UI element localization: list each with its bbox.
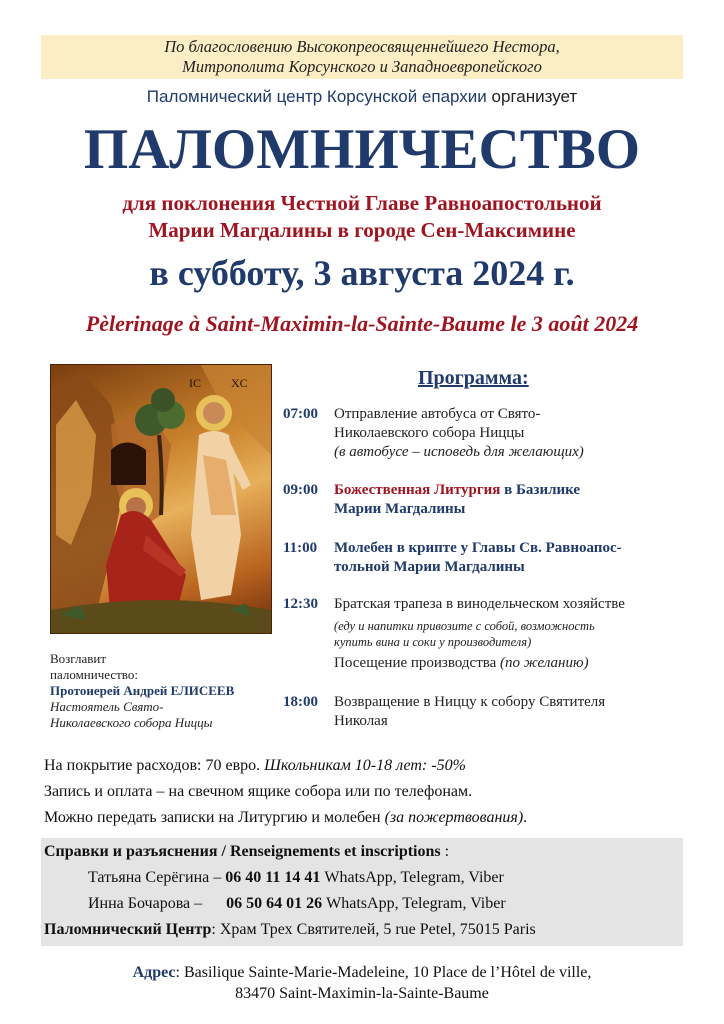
leader-name: Протоиерей Андрей ЕЛИСЕЕВ (50, 683, 235, 698)
subtitle (0, 190, 724, 244)
blessing-banner (41, 35, 683, 79)
program-item (283, 405, 703, 462)
program-text-2: Марии Магдалины (334, 501, 466, 517)
program-text-2: Николая (334, 713, 388, 729)
address-label: Адрес (132, 964, 176, 981)
contact-apps: WhatsApp, Telegram, Viber (322, 895, 506, 912)
program-text-rest: в Базилике (500, 482, 581, 498)
blessing-line-2: Митрополита Корсунского и Западноевропейского (182, 57, 542, 76)
contact-row (88, 895, 506, 913)
program-item (283, 693, 703, 731)
leader-label-2: паломничество: (50, 667, 138, 682)
icon-inscription-xc: XC (231, 376, 248, 390)
contact-apps: WhatsApp, Telegram, Viber (320, 869, 504, 886)
contact-row (88, 869, 504, 887)
center-text: : Храм Трех Святителей, 5 rue Petel, 75015 Paris (211, 921, 536, 938)
program-time: 09:00 (283, 482, 318, 498)
organizer-center: Паломнический центр Корсунской епархии (146, 87, 487, 106)
contacts-heading-line (44, 843, 449, 861)
contact-phone[interactable]: 06 40 11 14 41 (225, 869, 321, 886)
program-text-1: Возвращение в Ниццу к собору Святителя (334, 694, 606, 710)
program-time: 11:00 (283, 540, 318, 556)
address-block (0, 962, 724, 1004)
leader-role-1: Настоятель Свято- (50, 699, 164, 714)
leader-role-2: Николаевского собора Ниццы (50, 715, 213, 730)
contacts-box (41, 838, 683, 946)
organizer-verb: организует (491, 87, 578, 106)
center-line (44, 921, 536, 939)
program-time: 07:00 (283, 406, 318, 422)
contacts-heading: Справки и разъяснения / Renseignements et inscriptions (44, 843, 441, 860)
notes-text: Можно передать записки на Литургию и молебен (44, 809, 385, 826)
subtitle-line-1: для поклонения Честной Главе Равноапостольной (122, 191, 602, 215)
program-note-2: купить вина и соки у производителя) (334, 635, 532, 649)
program-item (283, 595, 703, 673)
program-highlight: Божественная Литургия (334, 482, 501, 498)
program-extra: Посещение производства (334, 655, 501, 671)
cost-note: Школьникам 10-18 лет: -50% (264, 757, 466, 774)
contacts-heading-end: : (440, 843, 450, 860)
program-time: 18:00 (283, 694, 318, 710)
address-line-2: 83470 Saint-Maximin-la-Sainte-Baume (235, 985, 489, 1002)
organizer-line (0, 87, 724, 107)
contact-phone[interactable]: 06 50 64 01 26 (226, 895, 323, 912)
leader-label-1: Возглавит (50, 651, 107, 666)
cost-line (44, 757, 704, 775)
program-text-2: Николаевского собора Ниццы (334, 425, 525, 441)
program-text-2: тольной Марии Магдалины (334, 559, 525, 575)
program-item (283, 481, 703, 519)
contact-name: Татьяна Серёгина – (88, 869, 226, 886)
icon-painting (50, 364, 272, 634)
contact-name: Инна Бочарова – (88, 895, 203, 912)
program-heading: Программа: (418, 367, 529, 389)
subtitle-line-2: Марии Магдалины в городе Сен-Максимине (148, 218, 576, 242)
french-title: Pèlerinage à Saint-Maximin-la-Sainte-Baume le 3 août 2024 (85, 311, 639, 336)
payment-line: Запись и оплата – на свечном ящике собора или по телефонам. (44, 783, 473, 800)
icon-inscription-ic: IC (189, 376, 201, 390)
cost-label: На покрытие расходов: 70 евро. (44, 757, 265, 774)
blessing-line-1: По благословению Высокопреосвященнейшего Нестора, (164, 37, 560, 56)
center-label: Паломнический Центр (44, 921, 212, 938)
program-text-1: Отправление автобуса от Свято- (334, 406, 541, 422)
event-date: в субботу, 3 августа 2024 г. (149, 253, 575, 293)
icon-painting-svg (51, 365, 271, 633)
address-line-1: : Basilique Sainte-Marie-Madeleine, 10 Place de l’Hôtel de ville, (175, 964, 592, 981)
program-text-1: Молебен в крипте у Главы Св. Равноапос- (334, 540, 622, 556)
program-note: (в автобусе – исповедь для желающих) (334, 444, 584, 460)
leader-block (50, 651, 290, 731)
program-extra-note: (по желанию) (500, 655, 589, 671)
program-note-1: (еду и напитки привозите с собой, возможность (334, 619, 595, 633)
program-text-1: Братская трапеза в винодельческом хозяйстве (334, 596, 625, 612)
page-title: ПАЛОМНИЧЕСТВО (83, 118, 641, 181)
notes-line (44, 809, 704, 827)
program-time: 12:30 (283, 596, 318, 612)
program-item (283, 539, 703, 577)
notes-end: . (523, 809, 528, 826)
notes-note: (за пожертвования) (384, 809, 524, 826)
